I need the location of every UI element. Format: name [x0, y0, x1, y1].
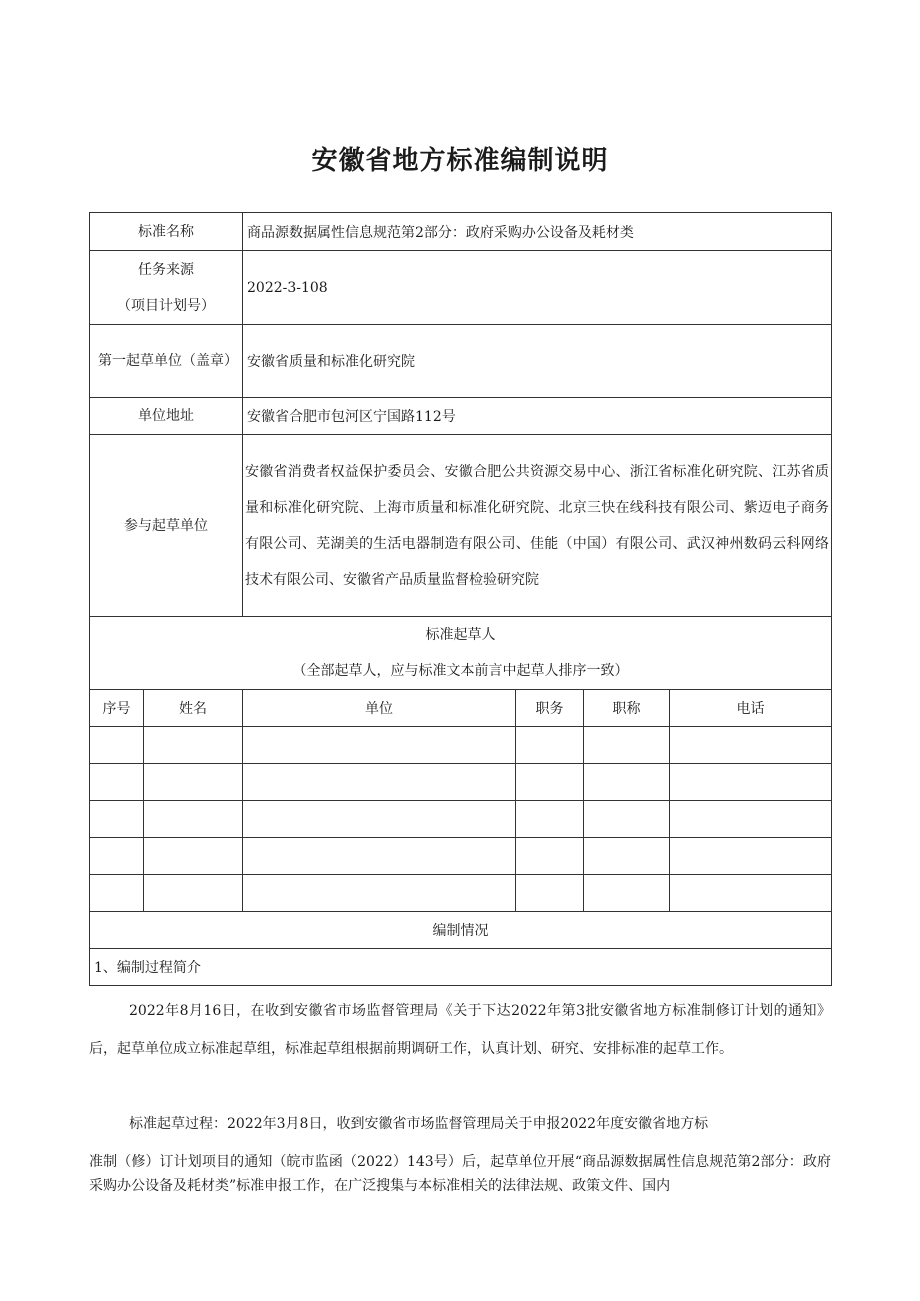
row-section1	[90, 949, 832, 986]
body-paragraph-2: 标准起草过程：2022年3月8日，收到安徽省市场监督管理局关于申报2022年度安徽省地方标	[129, 1116, 709, 1132]
table-cell	[90, 838, 144, 875]
table-cell	[584, 727, 670, 764]
page-title: 安徽省地方标准编制说明	[311, 146, 609, 176]
first-drafter-value: 安徽省质量和标准化研究院	[243, 325, 832, 398]
table-cell	[670, 875, 832, 912]
table-cell	[243, 875, 516, 912]
table-cell	[670, 838, 832, 875]
table-cell	[584, 764, 670, 801]
table-cell	[243, 727, 516, 764]
row-participants	[90, 435, 832, 617]
table-cell	[584, 875, 670, 912]
col-header-unit: 单位	[243, 690, 516, 727]
row-first-drafter	[90, 325, 832, 398]
body-paragraph-3: 准制（修）订计划项目的通知（皖市监函（2022）143号）后，起草单位开展“商品源数据属性信息规范第2部分：政府采购办公设备及耗材类”标准申报工作，在广泛搜集与本标准相关的法律法规、政策文件、国内	[89, 1154, 831, 1194]
drafters-header	[90, 617, 832, 690]
table-cell	[516, 801, 584, 838]
drafters-column-header	[90, 690, 832, 727]
table-cell	[144, 727, 243, 764]
compile-header: 编制情况	[90, 912, 832, 949]
drafters-header-note: （全部起草人，应与标准文本前言中起草人排序一致）	[292, 663, 629, 679]
table-cell	[670, 764, 832, 801]
task-source-label-line2: （项目计划号）	[117, 297, 215, 314]
col-header-name: 姓名	[144, 690, 243, 727]
table-cell	[144, 801, 243, 838]
table-cell	[516, 838, 584, 875]
col-header-phone: 电话	[670, 690, 832, 727]
table-row	[90, 875, 832, 912]
col-header-position: 职务	[516, 690, 584, 727]
table-cell	[90, 875, 144, 912]
table-cell	[90, 727, 144, 764]
table-cell	[670, 727, 832, 764]
table-cell	[516, 764, 584, 801]
col-header-title: 职称	[584, 690, 670, 727]
first-drafter-label: 第一起草单位（盖章）	[90, 325, 243, 398]
body-paragraph-1: 2022年8月16日，在收到安徽省市场监督管理局《关于下达2022年第3批安徽省地方标准制修订计划的通知》后，起草单位成立标准起草组，标准起草组根据前期调研工作，认真计划、研究、安排标准的起草工作。	[89, 1003, 831, 1057]
table-row	[90, 764, 832, 801]
table-cell	[90, 801, 144, 838]
table-cell	[516, 727, 584, 764]
row-drafters-header	[90, 617, 832, 690]
table-cell	[144, 875, 243, 912]
col-header-seq: 序号	[90, 690, 144, 727]
participants-value: 安徽省消费者权益保护委员会、安徽合肥公共资源交易中心、浙江省标准化研究院、江苏省质量和标准化研究院、上海市质量和标准化研究院、北京三快在线科技有限公司、紫迈电子商务有限公司、芜湖美的生活电器制造有限公司、佳能（中国）有限公司、武汉神州数码云科网络技术有限公司、安徽省产品质量监督检验研究院	[243, 435, 832, 617]
task-source-label-line1: 任务来源	[138, 261, 194, 278]
table-row	[90, 838, 832, 875]
table-row	[90, 727, 832, 764]
table-cell	[584, 801, 670, 838]
table-cell	[243, 801, 516, 838]
table-cell	[670, 801, 832, 838]
table-cell	[243, 838, 516, 875]
standard-name-label: 标准名称	[90, 213, 243, 251]
task-source-value: 2022-3-108	[243, 251, 832, 325]
table-cell	[243, 764, 516, 801]
standard-info-table	[89, 212, 832, 986]
table-row	[90, 801, 832, 838]
standard-name-value: 商品源数据属性信息规范第2部分：政府采购办公设备及耗材类	[243, 213, 832, 251]
task-source-label	[90, 251, 243, 325]
participants-label: 参与起草单位	[90, 435, 243, 617]
row-task-source	[90, 251, 832, 325]
section1-heading: 1、编制过程简介	[90, 949, 832, 986]
row-standard-name	[90, 213, 832, 251]
row-compile-header	[90, 912, 832, 949]
table-cell	[90, 764, 144, 801]
address-label: 单位地址	[90, 398, 243, 435]
table-cell	[584, 838, 670, 875]
drafters-header-title: 标准起草人	[425, 627, 496, 643]
address-value: 安徽省合肥市包河区宁国路112号	[243, 398, 832, 435]
table-cell	[516, 875, 584, 912]
row-address	[90, 398, 832, 435]
table-cell	[144, 764, 243, 801]
table-cell	[144, 838, 243, 875]
